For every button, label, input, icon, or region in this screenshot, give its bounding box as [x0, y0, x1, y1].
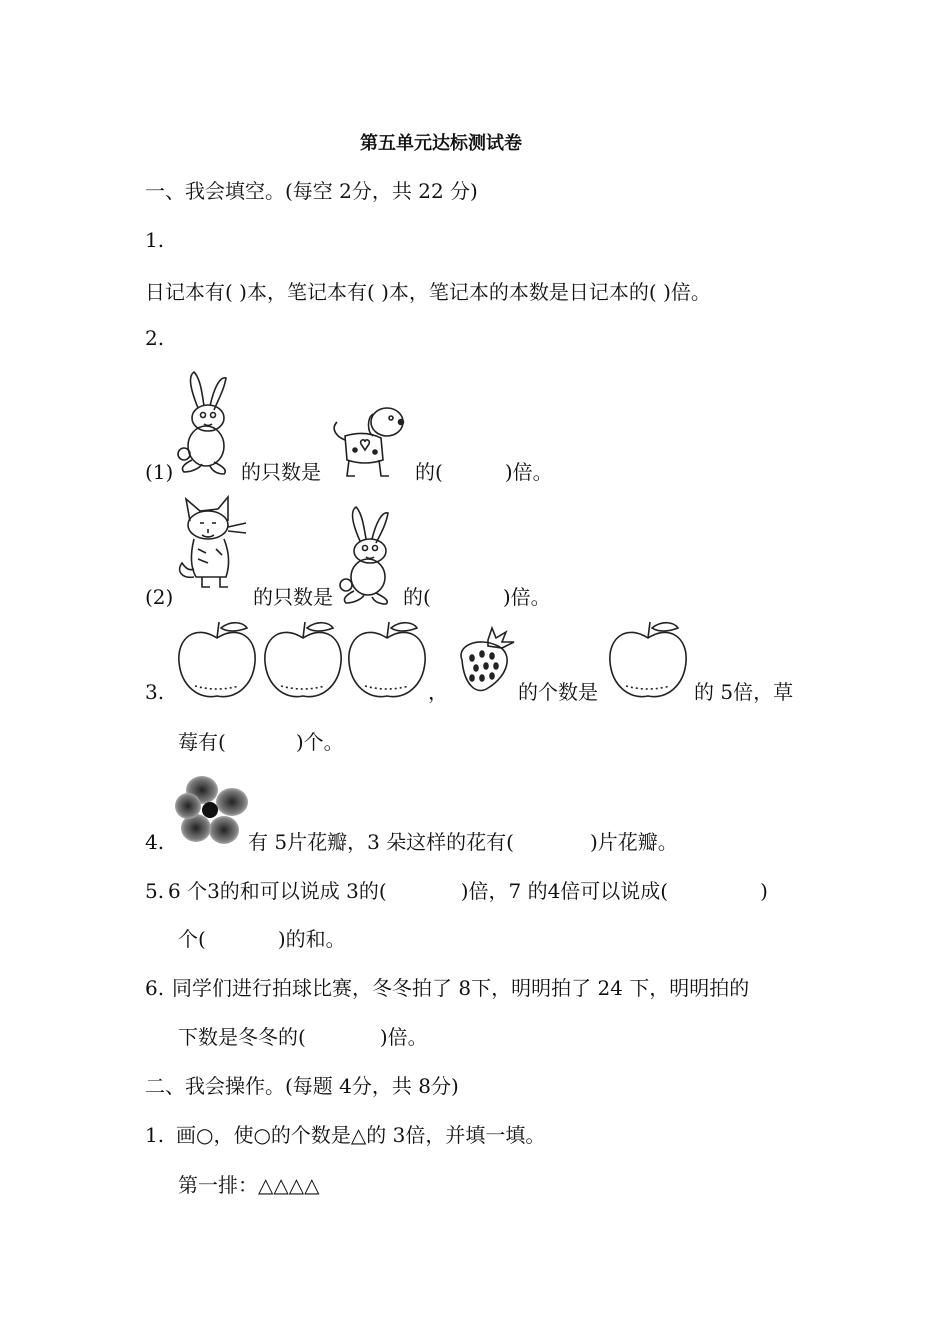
question-2-1-end-a: 的( )倍。	[415, 460, 553, 484]
rabbit-illustration	[332, 505, 402, 605]
question-3-mid: 的个数是	[518, 680, 598, 704]
question-1-text: 日记本有( )本，笔记本有( )本，笔记本的本数是日记本的( )倍。	[145, 280, 711, 304]
section-2-question-1-text: 画○，使○的个数是△的 3倍，并填一填。	[176, 1123, 546, 1147]
question-6-line2: 下数是冬冬的( )倍。	[178, 1025, 428, 1049]
question-2-2-mid: 的只数是	[253, 585, 333, 609]
triangle-shapes: △△△△	[258, 1173, 320, 1197]
apple-illustration	[606, 618, 692, 704]
page-title: 第五单元达标测试卷	[360, 133, 522, 154]
rabbit-illustration	[170, 368, 240, 478]
question-6-text: 同学们进行拍球比赛，冬冬拍了 8下，明明拍了 24 下，明明拍的	[172, 976, 750, 1000]
question-3-end: 的 5倍，草	[694, 680, 794, 704]
strawberry-illustration	[448, 626, 520, 698]
question-5-line2: 个( )的和。	[178, 927, 346, 951]
section-1-heading: 一、我会填空。(每空 2分，共 22 分)	[145, 179, 478, 203]
dog-illustration	[325, 400, 415, 480]
question-1-number: 1.	[145, 228, 165, 252]
question-4-text: 有 5片花瓣，3 朵这样的花有( )片花瓣。	[248, 830, 678, 854]
question-2-2-label: (2)	[145, 585, 174, 609]
cat-illustration	[172, 493, 252, 593]
question-2-1-label: (1)	[145, 460, 174, 484]
section-2-question-1-number: 1.	[145, 1123, 165, 1147]
question-2-number: 2.	[145, 326, 165, 350]
question-2-1-mid: 的只数是	[241, 460, 321, 484]
flower-illustration	[174, 772, 250, 848]
question-5-number: 5.	[145, 879, 165, 903]
question-4-number: 4.	[145, 830, 165, 854]
apples-illustration	[175, 618, 433, 704]
row-1-label: 第一排：△△△△	[178, 1173, 320, 1197]
question-3-number: 3.	[145, 680, 165, 704]
section-2-heading: 二、我会操作。(每题 4分，共 8分)	[145, 1074, 459, 1098]
question-6-number: 6.	[145, 976, 165, 1000]
question-3-comma: ，	[428, 680, 448, 704]
question-5-line1: 6 个3的和可以说成 3的( )倍，7 的4倍可以说成( )	[168, 879, 768, 903]
question-2-2-end: 的( )倍。	[403, 585, 551, 609]
question-3-line2: 莓有( )个。	[178, 730, 344, 754]
